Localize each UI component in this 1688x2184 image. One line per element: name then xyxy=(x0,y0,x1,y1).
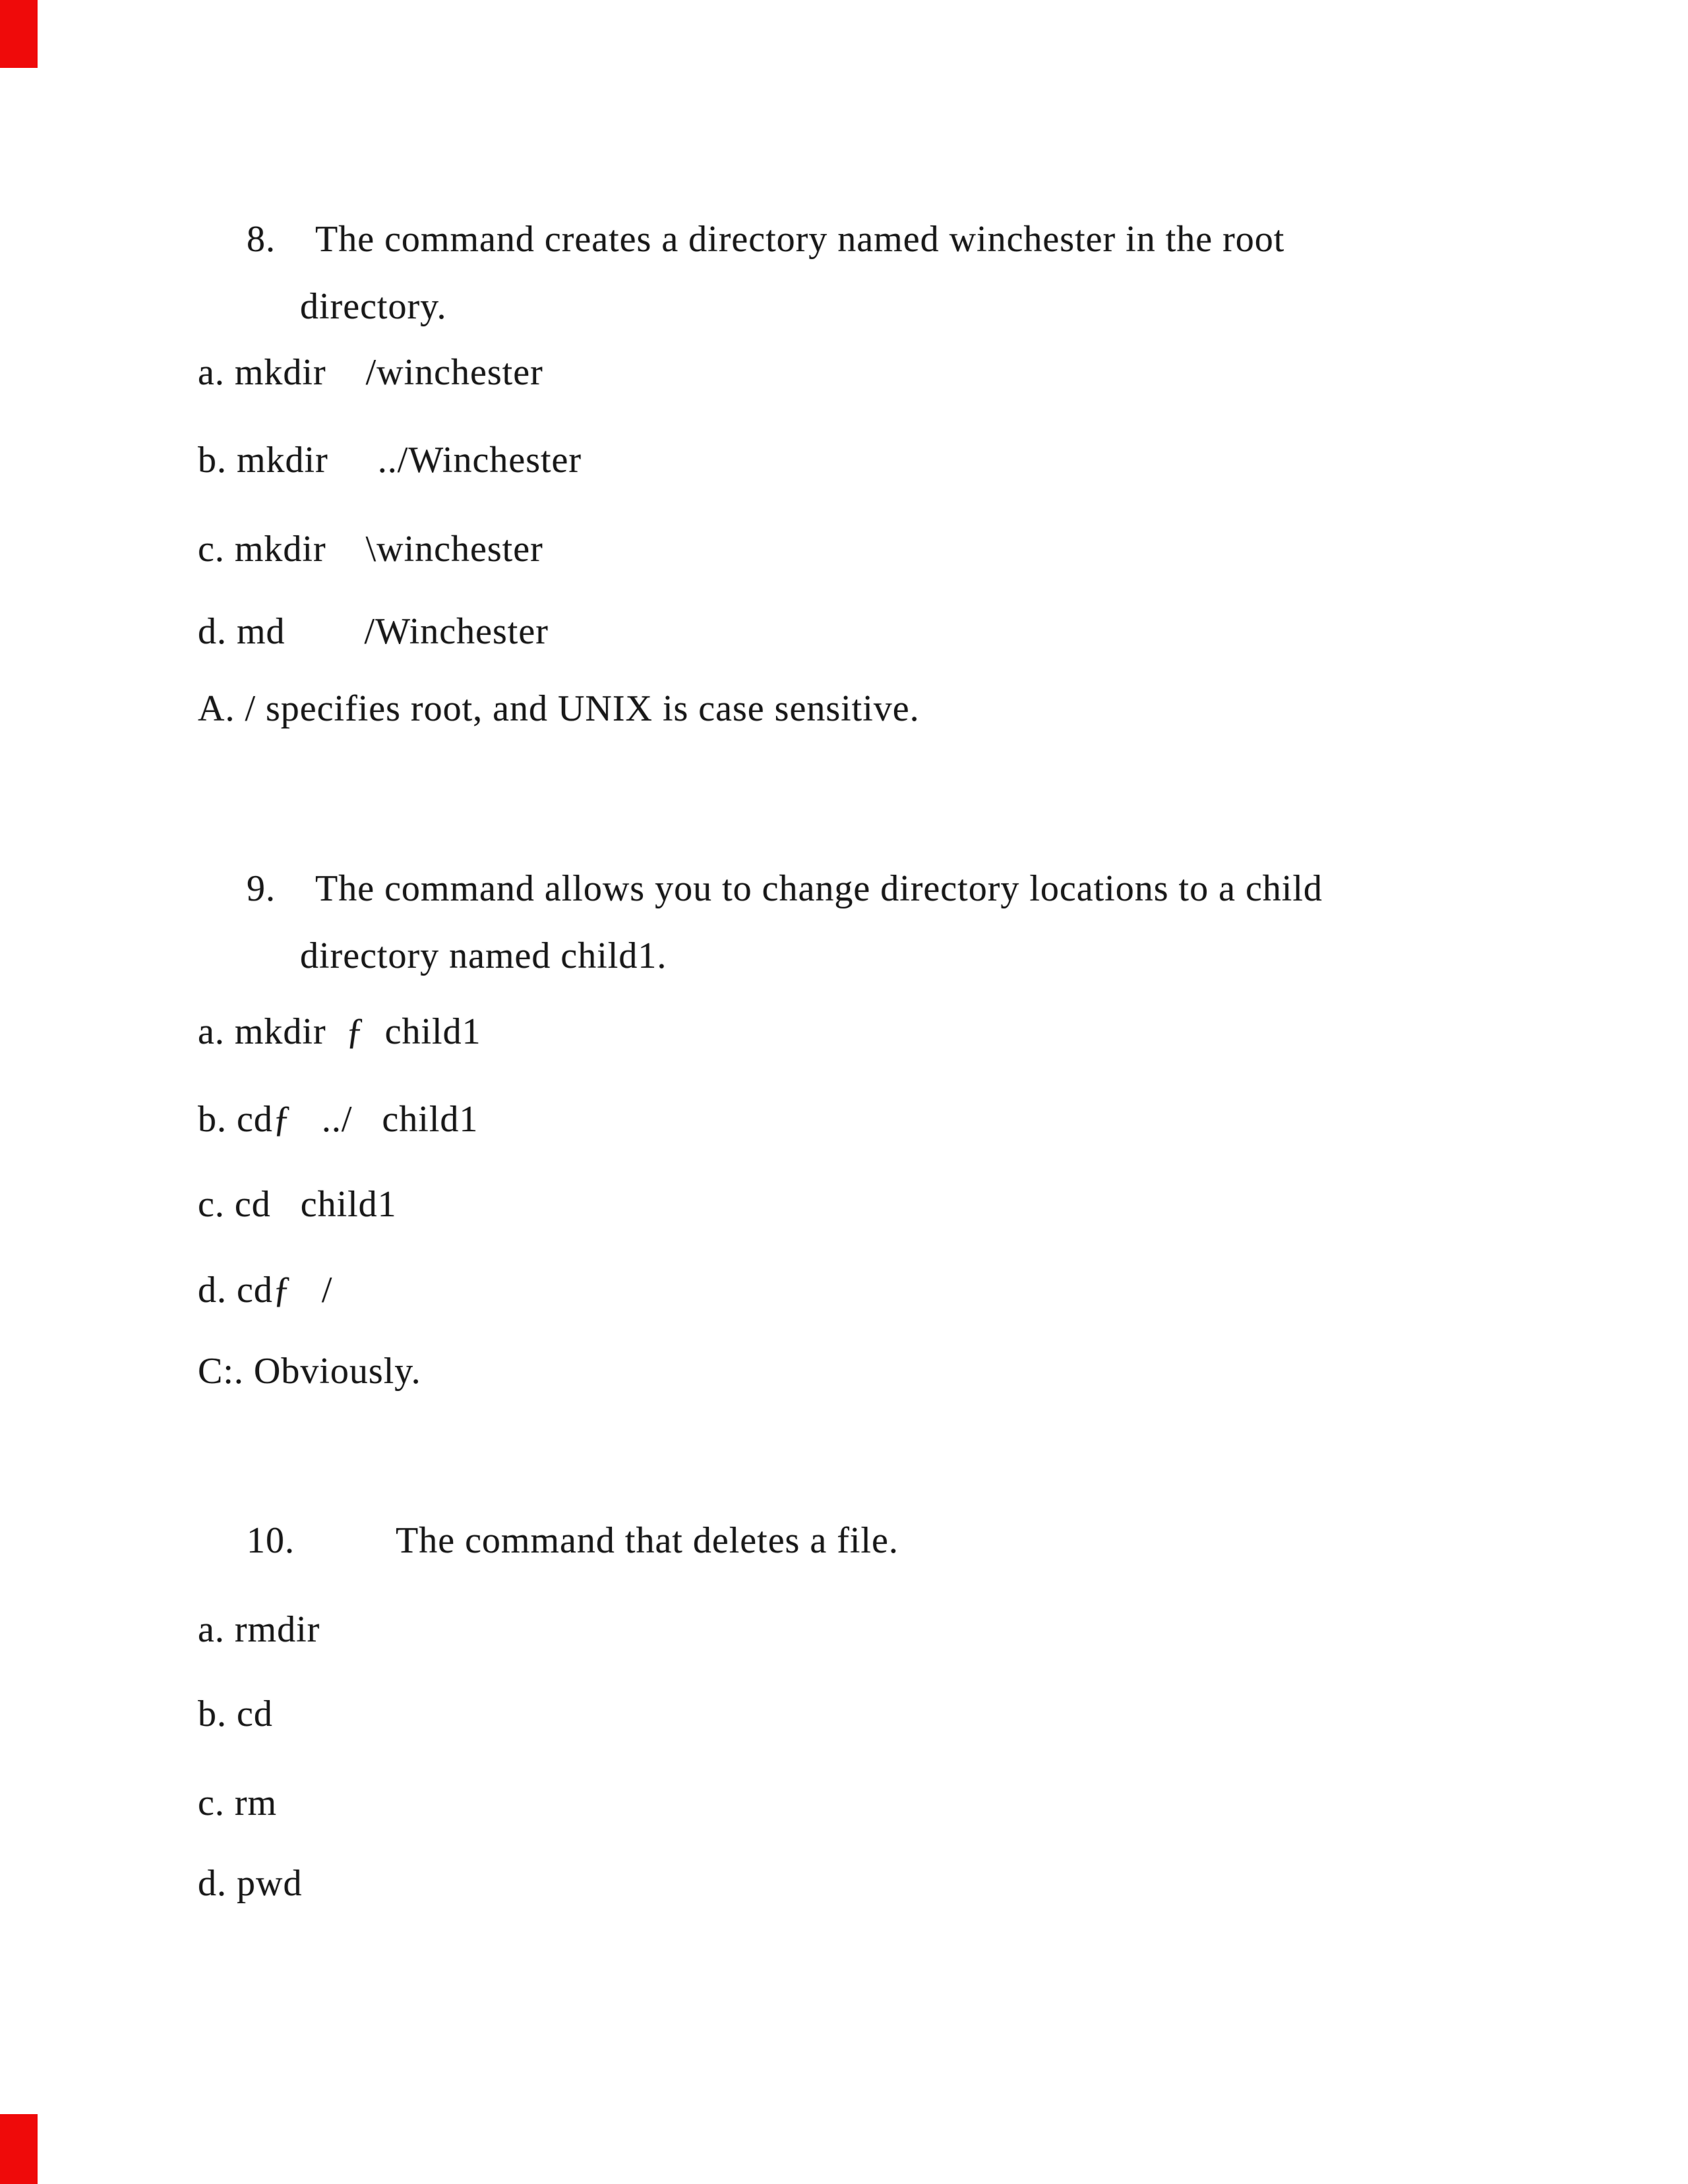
question-10-text-line-1: The command that deletes a file. xyxy=(396,1520,899,1561)
question-8-answer: A. / specifies root, and UNIX is case sensitive. xyxy=(198,688,920,729)
question-9-answer: C:. Obviously. xyxy=(198,1351,421,1392)
question-9-option-b: b. cdƒ ../ child1 xyxy=(198,1099,479,1140)
question-9-option-a: a. mkdir ƒ child1 xyxy=(198,1011,481,1052)
question-10-option-d: d. pwd xyxy=(198,1863,303,1904)
question-8-text-line-2: directory. xyxy=(300,286,447,327)
question-8-option-c: c. mkdir \winchester xyxy=(198,529,543,570)
red-margin-mark-bottom xyxy=(0,2114,38,2184)
question-9-text-line-1: The command allows you to change directory locations to a child xyxy=(315,868,1323,909)
question-8-option-b: b. mkdir ../Winchester xyxy=(198,440,582,481)
question-10-option-a: a. rmdir xyxy=(198,1609,320,1650)
question-8-option-d: d. md /Winchester xyxy=(198,611,549,652)
question-10-number: 10. xyxy=(247,1520,295,1561)
question-9-text-line-2: directory named child1. xyxy=(300,935,667,976)
question-9-number: 9. xyxy=(247,868,276,909)
question-10-option-c: c. rm xyxy=(198,1783,278,1823)
question-10-option-b: b. cd xyxy=(198,1694,273,1734)
question-9-option-c: c. cd child1 xyxy=(198,1184,397,1225)
question-8-number: 8. xyxy=(247,219,276,260)
question-8-text-line-1: The command creates a directory named winchester in the root xyxy=(315,219,1285,260)
question-8-option-a: a. mkdir /winchester xyxy=(198,352,543,393)
red-margin-mark-top xyxy=(0,0,38,68)
question-9-option-d: d. cdƒ / xyxy=(198,1270,333,1311)
